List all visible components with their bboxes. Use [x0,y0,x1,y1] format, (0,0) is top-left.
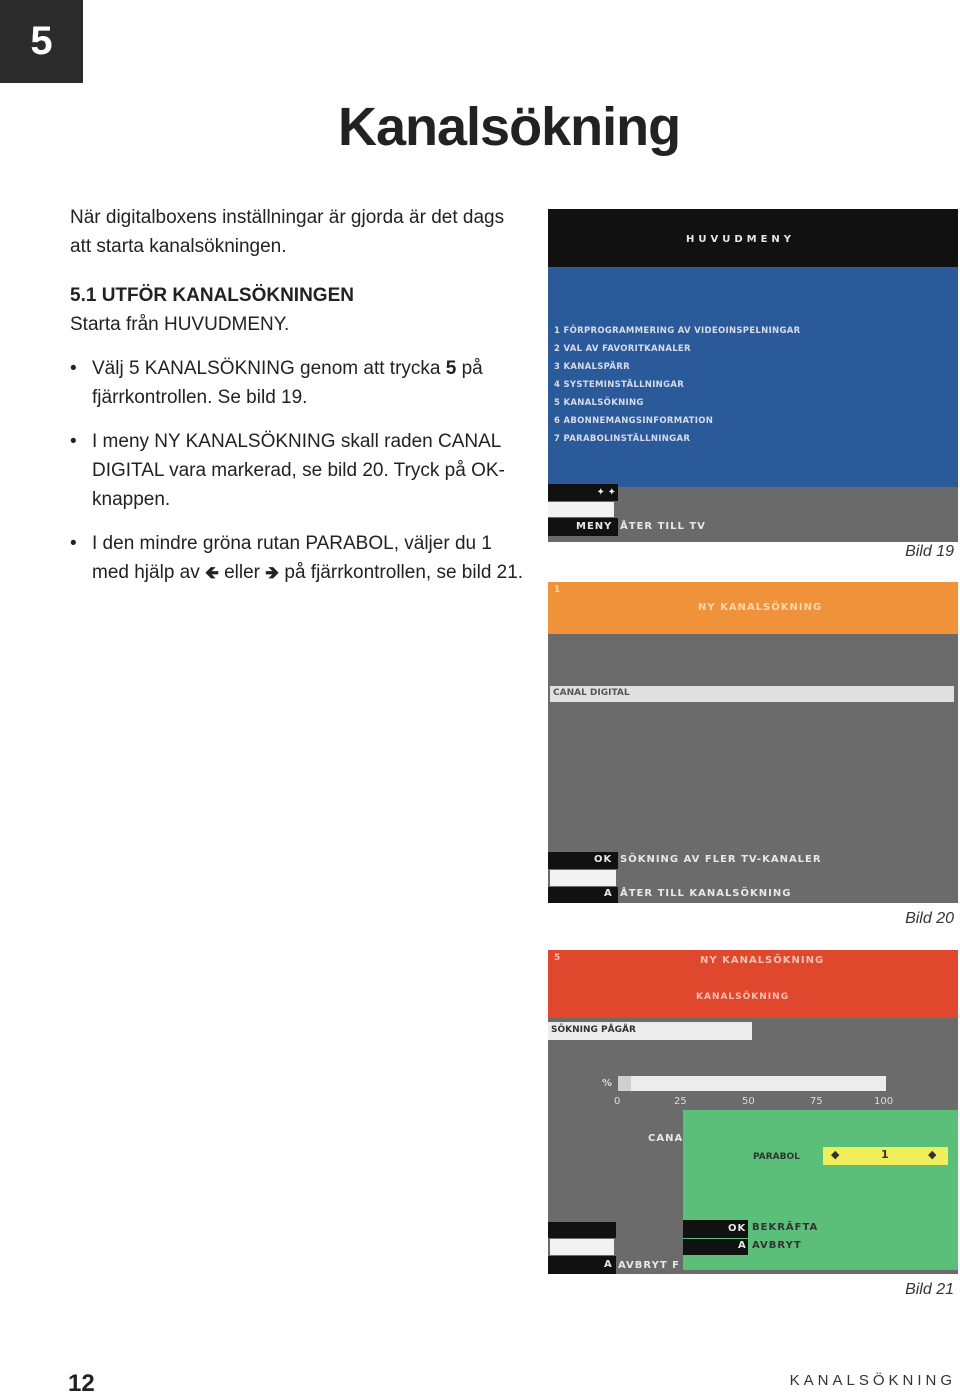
menu-panel [548,267,958,487]
bullet-item [70,529,525,587]
menu-header-bar [548,209,958,267]
arrow-right-icon: ◆ [928,1148,937,1161]
bullet-text: I den mindre gröna rutan PARABOL, väljer du 1 med hjälp av [92,533,492,583]
arrow-left-icon: 🡸 [205,563,219,582]
progress-tick: 50 [742,1096,755,1107]
ok-key-text: SÖKNING AV FLER TV-KANALER [620,854,822,865]
bullet-text: på fjärrkontrollen, se bild 21. [279,562,524,583]
parabol-selector [823,1147,948,1165]
a-key-text: AVBRYT [752,1240,802,1251]
menu-item: 1 FÖRPROGRAMMERING AV VIDEOINSPELNINGAR [554,326,801,336]
a-key-text-behind: AVBRYT F [618,1260,680,1271]
bullet-text: eller [218,562,266,583]
selected-row [550,686,954,702]
progress-tick: 75 [810,1096,823,1107]
a-key-label: A [604,888,613,899]
bullet-item [70,354,525,412]
menu-list [554,322,800,448]
progress-fill [618,1076,631,1091]
ok-key-label: OK [728,1223,747,1234]
bullet-text: på fjärrkontrollen. Se bild 19. [92,358,483,408]
a-key-label: A [738,1240,747,1251]
partial-label: CANA [648,1133,684,1144]
progress-tick: 25 [674,1096,687,1107]
screen-corner-number: 5 [554,953,562,963]
menu-item: 6 ABONNEMANGSINFORMATION [554,416,714,426]
menu-item: 2 VAL AV FAVORITKANALER [554,344,691,354]
screen-subheader: KANALSÖKNING [696,992,790,1002]
white-key [548,502,614,517]
key-white [550,1239,614,1255]
screenshot-ny-kanalsokning [548,582,958,903]
screen-header: NY KANALSÖKNING [698,602,823,613]
progress-tick: 100 [874,1096,894,1107]
row-label: CANAL DIGITAL [553,688,630,698]
key-black [548,1222,616,1238]
footer-section-title: KANALSÖKNING [789,1372,956,1389]
parabol-value: 1 [881,1148,889,1161]
ok-key-text: BEKRÄFTA [752,1222,819,1233]
page-number: 12 [68,1370,95,1397]
progress-bar [618,1076,886,1091]
intro-paragraph: När digitalboxens inställningar är gjorda är det dags att starta kanalsökningen. [70,207,505,257]
header-bar [548,582,958,634]
caption-bild19: Bild 19 [905,543,954,560]
arrows-key-icon: ✦ ✦ [548,484,618,501]
menu-item: 7 PARABOLINSTÄLLNINGAR [554,434,691,444]
arrow-right-icon: 🡺 [265,563,280,582]
header-bar [548,950,958,1018]
caption-bild21: Bild 21 [905,1281,954,1298]
screen-corner-number: 1 [554,585,562,595]
meny-row [548,518,958,536]
chapter-number: 5 [0,0,83,83]
menu-item: 4 SYSTEMINSTÄLLNINGAR [554,380,685,390]
parabol-label: PARABOL [753,1152,800,1162]
arrow-left-icon: ◆ [831,1148,840,1161]
screenshot-sokning-pagar [548,950,958,1274]
section-heading: 5.1 UTFÖR KANALSÖKNINGEN [70,285,354,306]
bullet-item: • I meny NY KANALSÖKNING skall raden CANAL DIGITAL vara markerad, se bild 20. Tryck på OK-knappen. [70,427,525,514]
meny-key-label: MENY [576,521,613,532]
progress-tick: 0 [614,1096,621,1107]
status-bar [548,1022,752,1040]
meny-key-text: ÅTER TILL TV [620,521,706,532]
a-key-label-behind: A [604,1259,613,1270]
percent-label: % [602,1078,614,1089]
white-key [550,870,616,886]
a-key-text: ÅTER TILL KANALSÖKNING [620,888,792,899]
menu-item: 3 KANALSPÄRR [554,362,630,372]
screenshot-huvudmeny [548,209,958,542]
ok-key-label: OK [594,854,613,865]
page-title: Kanalsökning [338,97,681,157]
screen-header: NY KANALSÖKNING [700,955,825,966]
status-text: SÖKNING PÅGÅR [551,1025,636,1035]
body-text [70,203,525,587]
key-five: 5 [445,358,457,379]
menu-header: HUVUDMENY [686,234,796,245]
menu-item: 5 KANALSÖKNING [554,398,644,408]
caption-bild20: Bild 20 [905,910,954,927]
bullet-text: Välj 5 KANALSÖKNING genom att trycka [92,358,446,379]
section-subheading: Starta från HUVUDMENY. [70,314,290,335]
